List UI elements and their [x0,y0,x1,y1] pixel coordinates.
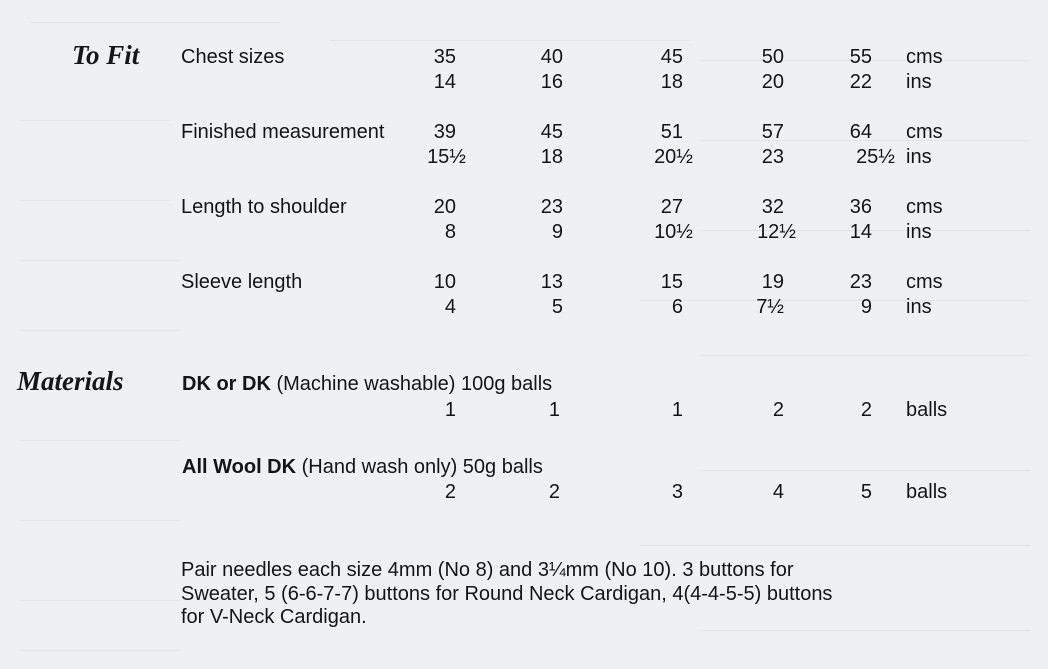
yarn-name: All Wool DK [182,456,297,478]
finished-measurement-label: Finished measurement [181,121,385,143]
chest-cms-size-5: 55 [849,46,872,68]
length-cms-size-4: 32 [761,196,784,218]
length-cms-unit: cms [906,196,943,218]
sleeve-cms-size-4: 19 [761,271,784,293]
chest-ins-size-1: 14 [433,71,456,93]
sleeve-length-label: Sleeve length [181,271,303,293]
finished-cms-unit: cms [906,121,943,143]
yarn-quantity-size-1: 1 [444,399,456,421]
materials-notes [181,559,961,630]
chest-ins-size-5: 22 [849,71,872,93]
chest-cms-size-1: 35 [433,46,456,68]
length-cms-size-1: 20 [433,196,456,218]
sleeve-ins-size-5: 9 [860,296,872,318]
length-ins-size-5: 14 [849,221,872,243]
yarn-quantity-size-2: 1 [548,399,560,421]
sleeve-ins-unit: ins [906,296,932,318]
chest-sizes-label: Chest sizes [181,46,285,68]
yarn-description: (Machine washable) 100g balls [270,373,553,395]
yarn-quantity-size-5: 5 [860,481,872,503]
sleeve-ins-size-3: 6 [671,296,683,318]
sleeve-cms-size-5: 23 [849,271,872,293]
chest-cms-unit: cms [906,46,943,68]
yarn-quantity-size-2: 2 [548,481,560,503]
yarn-name: DK or DK [182,373,271,395]
length-cms-size-3: 27 [660,196,683,218]
length-to-shoulder-label: Length to shoulder [181,196,347,218]
finished-ins-size-4: 23 [761,146,784,168]
sleeve-cms-size-1: 10 [433,271,456,293]
notes-line: Sweater, 5 (6-6-7-7) buttons for Round Neck Cardigan, 4(4-4-5-5) buttons [181,582,833,605]
length-cms-size-2: 23 [540,196,563,218]
sleeve-cms-size-2: 13 [540,271,563,293]
finished-ins-size-2: 18 [540,146,563,168]
chest-ins-size-2: 16 [540,71,563,93]
yarn-quantity-size-3: 1 [671,399,683,421]
sleeve-ins-size-1: 4 [444,296,456,318]
chest-ins-size-4: 20 [761,71,784,93]
yarn-line [182,373,552,396]
finished-ins-unit: ins [906,146,932,168]
notes-line: for V-Neck Cardigan. [181,606,367,628]
yarn-description: (Hand wash only) 50g balls [296,456,543,478]
chest-cms-size-2: 40 [540,46,563,68]
yarn-quantity-size-4: 4 [772,481,784,503]
finished-cms-size-5: 64 [849,121,872,143]
chest-ins-size-3: 18 [660,71,683,93]
sleeve-ins-size-2: 5 [551,296,563,318]
sleeve-cms-size-3: 15 [660,271,683,293]
finished-ins-size-5: 25½ [856,146,895,168]
yarn-quantity-size-3: 3 [671,481,683,503]
chest-cms-size-4: 50 [761,46,784,68]
length-ins-unit: ins [906,221,932,243]
length-ins-size-1: 8 [444,221,456,243]
length-cms-size-5: 36 [849,196,872,218]
chest-cms-size-3: 45 [660,46,683,68]
length-ins-size-2: 9 [551,221,563,243]
yarn-quantity-size-1: 2 [444,481,456,503]
finished-cms-size-2: 45 [540,121,563,143]
length-ins-size-4: 12½ [757,221,796,243]
length-ins-size-3: 10½ [654,221,693,243]
yarn-quantity-unit: balls [906,399,948,421]
yarn-quantity-unit: balls [906,481,948,503]
sleeve-cms-unit: cms [906,271,943,293]
chest-ins-unit: ins [906,71,932,93]
to-fit-heading: To Fit [72,40,140,70]
yarn-quantity-size-4: 2 [772,399,784,421]
finished-cms-size-4: 57 [761,121,784,143]
materials-heading: Materials [17,366,124,396]
sleeve-ins-size-4: 7½ [756,296,784,318]
finished-cms-size-3: 51 [660,121,683,143]
finished-ins-size-3: 20½ [654,146,693,168]
yarn-quantity-size-5: 2 [860,399,872,421]
finished-cms-size-1: 39 [433,121,456,143]
finished-ins-size-1: 15½ [427,146,466,168]
notes-line: Pair needles each size 4mm (No 8) and 3¼mm (No 10). 3 buttons for [181,559,794,581]
yarn-line [182,456,543,479]
